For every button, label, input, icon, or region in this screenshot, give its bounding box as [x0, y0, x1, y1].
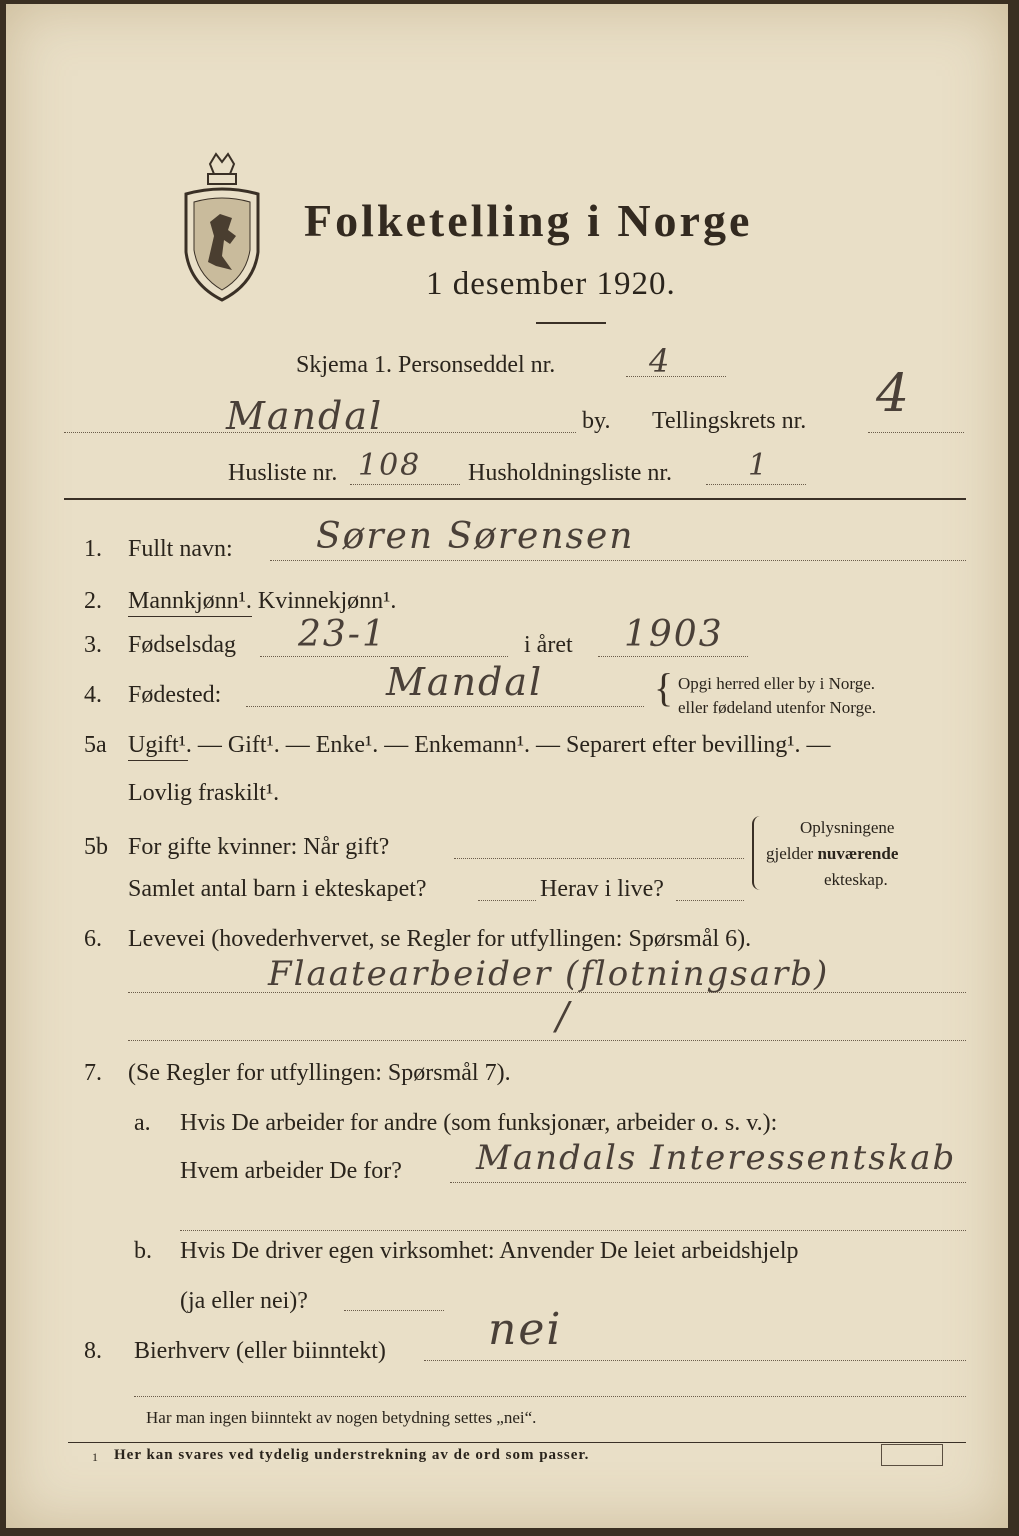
- schema-label: Skjema 1. Personseddel nr.: [296, 352, 556, 378]
- q4-note-brace: {: [654, 665, 674, 710]
- schema-field-line: [626, 376, 726, 377]
- krets-field-line: [868, 432, 964, 433]
- q8-field-line2: [134, 1396, 966, 1397]
- q3-date-field-line: [260, 656, 508, 657]
- q7a-line1: Hvis De arbeider for andre (som funksjonær, arbeider o. s. v.):: [180, 1110, 778, 1136]
- q3-year-field-line: [598, 656, 748, 657]
- q5a-number: 5a: [84, 732, 107, 758]
- q3-birth-date: 23-1: [298, 614, 387, 655]
- q4-field-line: [246, 706, 644, 707]
- q6-label: Levevei (hovederhvervet, se Regler for utfyllingen: Spørsmål 6).: [128, 926, 752, 952]
- husliste-number: 108: [358, 448, 422, 483]
- census-date: 1 desember 1920.: [426, 266, 676, 302]
- q5b-note-line1: Oplysningene: [800, 818, 895, 837]
- q6-occupation: Flaatearbeider (flotningsarb): [268, 954, 830, 994]
- q5b-children-label: Samlet antal barn i ekteskapet?: [128, 876, 427, 902]
- q6-occupation-continued: /: [556, 994, 571, 1038]
- q7a-field-line: [450, 1182, 966, 1183]
- q4-number: 4.: [84, 682, 102, 708]
- q3-year-label: i året: [524, 632, 573, 658]
- krets-number: 4: [876, 364, 912, 424]
- footnote-mark: 1: [92, 1450, 98, 1464]
- husliste-field-line: [350, 484, 460, 485]
- q5b-note-line2: gjelder nuværende: [766, 844, 899, 863]
- city-name: Mandal: [226, 394, 384, 438]
- q3-birth-year: 1903: [624, 614, 724, 655]
- form-title: Folketelling i Norge: [304, 195, 753, 246]
- footnote-divider: [68, 1442, 966, 1443]
- q8-label: Bierhverv (eller biinntekt): [134, 1338, 386, 1364]
- q4-label: Fødested:: [128, 682, 222, 708]
- q8-number: 8.: [84, 1338, 102, 1364]
- q3-number: 3.: [84, 632, 102, 658]
- q1-number: 1.: [84, 536, 102, 562]
- q1-field-line: [270, 560, 966, 561]
- printer-stamp: [881, 1444, 943, 1466]
- q2-label: Mannkjønn¹. Kvinnekjønn¹.: [128, 588, 397, 614]
- q5a-options-line2: Lovlig fraskilt¹.: [128, 780, 280, 806]
- krets-label: Tellingskrets nr.: [652, 408, 807, 434]
- q1-full-name: Søren Sørensen: [316, 516, 635, 557]
- q5b-note-line3: ekteskap.: [824, 870, 888, 889]
- q5b-alive-label: Herav i live?: [540, 876, 664, 902]
- q7-number: 7.: [84, 1060, 102, 1086]
- q5a-underline-ugift: [128, 760, 188, 761]
- footnote-text: Her kan svares ved tydelig understrekning av de ord som passer.: [114, 1447, 590, 1463]
- title-divider: [536, 322, 606, 324]
- q8-field-line: [424, 1360, 966, 1361]
- nei-note: Har man ingen biinntekt av nogen betydning settes „nei“.: [146, 1408, 537, 1427]
- q7b-field-line: [344, 1310, 444, 1311]
- q5b-note-brace: [752, 816, 764, 890]
- census-form-sheet: [6, 4, 1008, 1528]
- q5b-alive-field-line: [676, 900, 744, 901]
- q7b-letter: b.: [134, 1238, 152, 1264]
- husholdning-number: 1: [748, 448, 770, 483]
- q8-value: nei: [488, 1304, 563, 1355]
- q1-label: Fullt navn:: [128, 536, 233, 562]
- q7b-line2: (ja eller nei)?: [180, 1288, 308, 1314]
- q2-underline-mannkjonn: [128, 616, 252, 617]
- husliste-label: Husliste nr.: [228, 460, 338, 486]
- q5b-married-field-line: [454, 858, 744, 859]
- header-divider: [64, 498, 966, 500]
- q4-note-line2: eller fødeland utenfor Norge.: [678, 698, 876, 717]
- q4-note-line1: Opgi herred eller by i Norge.: [678, 674, 876, 693]
- q5a-options-line1: Ugift¹. — Gift¹. — Enke¹. — Enkemann¹. — Separert efter bevilling¹. —: [128, 732, 831, 758]
- q6-number: 6.: [84, 926, 102, 952]
- coat-of-arms-icon: [180, 152, 264, 304]
- q4-birthplace: Mandal: [386, 660, 544, 704]
- q5b-number: 5b: [84, 834, 108, 860]
- q2-number: 2.: [84, 588, 102, 614]
- schema-number: 4: [649, 342, 672, 380]
- q7a-employer: Mandals Interessentskab: [476, 1138, 957, 1178]
- city-suffix: by.: [582, 408, 611, 434]
- q7a-field-line2: [180, 1230, 966, 1231]
- q6-field-line2: [128, 1040, 966, 1041]
- husholdning-label: Husholdningsliste nr.: [468, 460, 673, 486]
- q7a-line2: Hvem arbeider De for?: [180, 1158, 402, 1184]
- q5b-children-field-line: [478, 900, 536, 901]
- q7a-letter: a.: [134, 1110, 151, 1136]
- q7-label: (Se Regler for utfyllingen: Spørsmål 7).: [128, 1060, 511, 1086]
- husholdning-field-line: [706, 484, 806, 485]
- q7b-line1: Hvis De driver egen virksomhet: Anvender De leiet arbeidshjelp: [180, 1238, 799, 1264]
- q3-label: Fødselsdag: [128, 632, 236, 658]
- q5b-line1: For gifte kvinner: Når gift?: [128, 834, 390, 860]
